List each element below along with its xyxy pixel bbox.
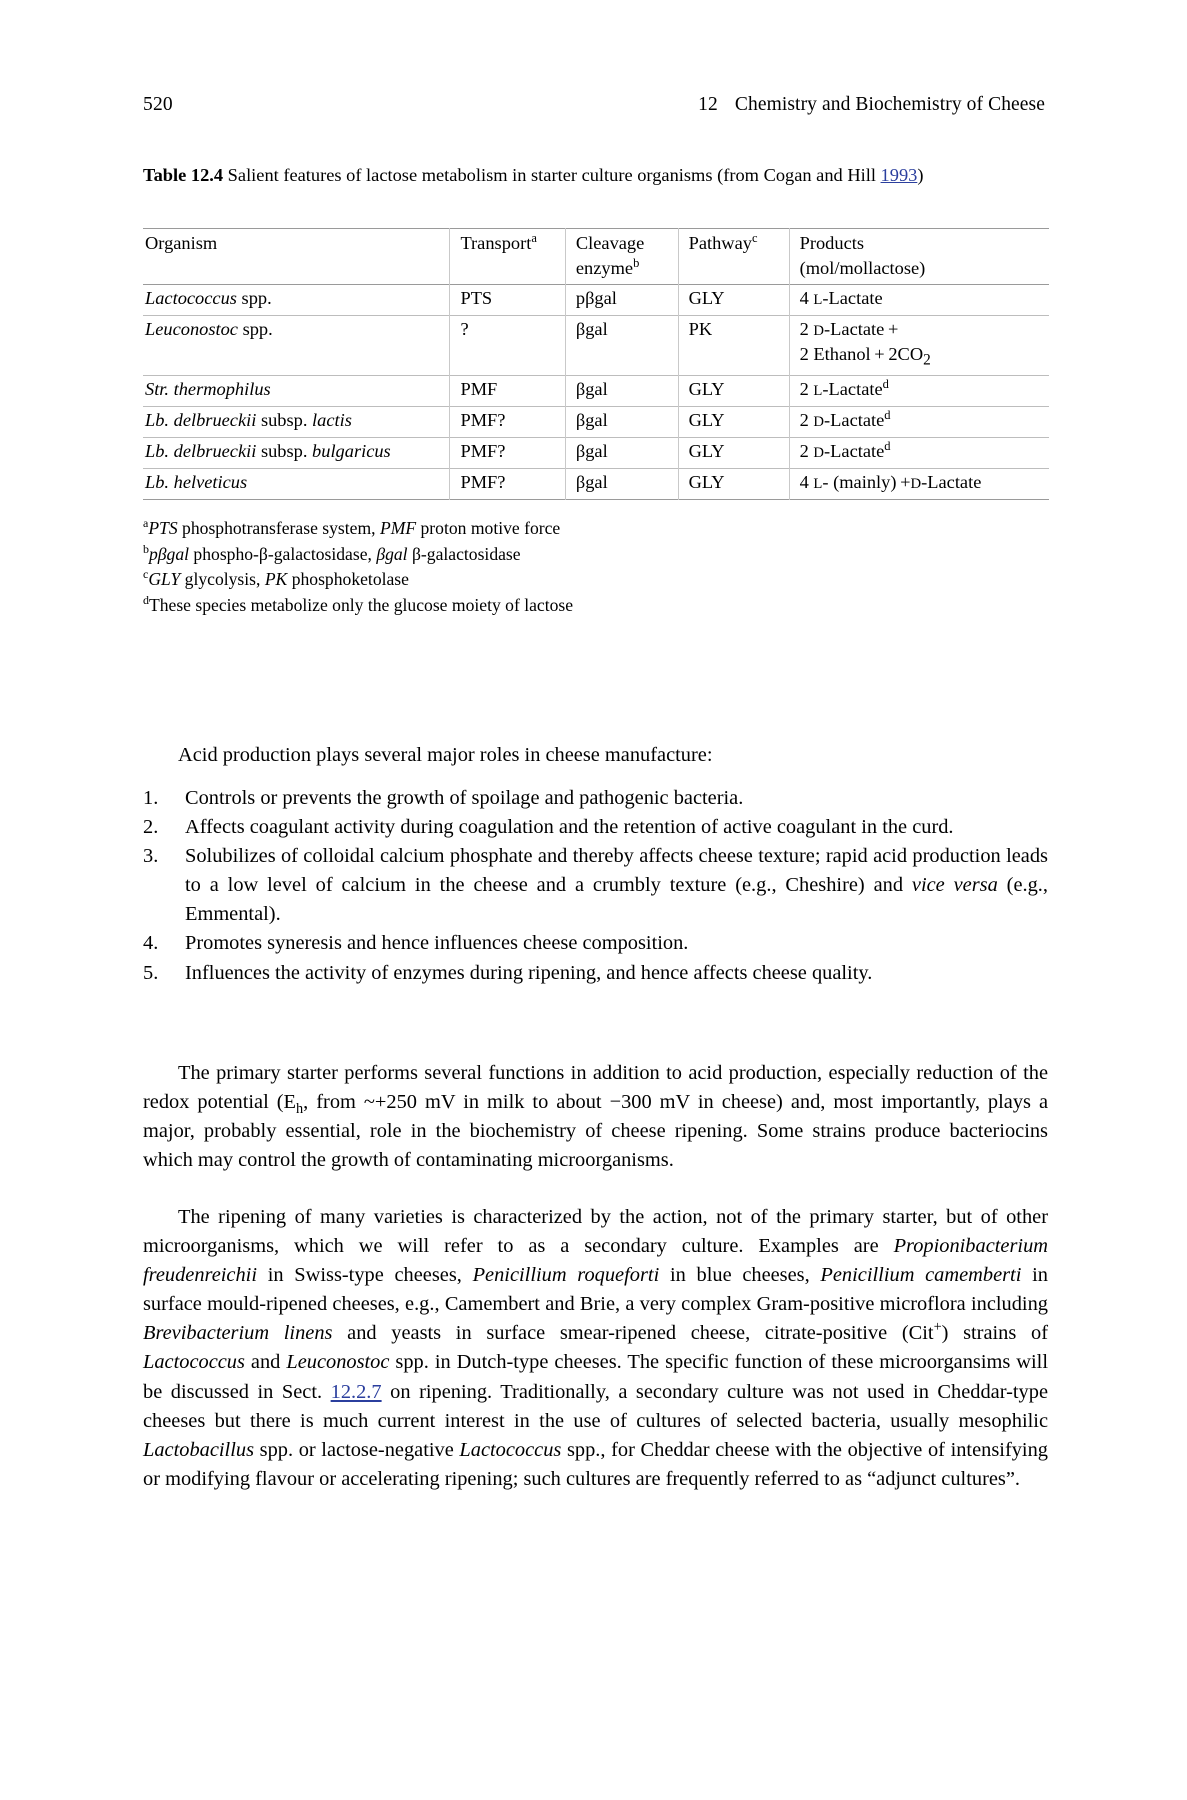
cell-organism [143, 375, 450, 406]
footnote-marker-d: d [143, 592, 149, 607]
cell-cleavage: βgal [565, 468, 678, 499]
running-head [143, 93, 1045, 117]
organism-suffix: subsp. [256, 440, 313, 461]
species-propionibacterium: Propionibacterium freudenreichii [143, 1235, 1048, 1287]
cell-pathway: PK [678, 316, 789, 376]
footnote-c [143, 567, 1048, 593]
col-header-pathway-l2: Pathway [688, 233, 752, 253]
cell-organism [143, 468, 450, 499]
footnote-a-text1: phosphotransferase system, [177, 518, 380, 538]
paragraph-secondary-culture [143, 1203, 1048, 1494]
list-item-text: Affects coagulant activity during coagulation and the retention of active coagulant in the curd. [185, 816, 954, 839]
products-coefficient: 4 [799, 288, 814, 308]
footnote-marker-c: c [143, 567, 149, 582]
species-penicillium-camemberti: Penicillium camemberti [820, 1264, 1022, 1287]
cell-organism [143, 406, 450, 437]
table-footnotes [143, 516, 1048, 618]
para1-seg2: , from ~+250 mV in milk to about −300 mV in cheese) and, most importantly, plays a major, probably essential, role in the biochemistry of cheese ripening. Some strains produce bacteriocins which may control the growth of contaminating microorganisms. [143, 1091, 1049, 1172]
table-header [143, 229, 1049, 285]
list-item-number: 4. [143, 932, 159, 955]
list-item-text: Controls or prevents the growth of spoilage and pathogenic bacteria. [185, 787, 744, 809]
cell-organism [143, 285, 450, 316]
cell-products [789, 406, 1049, 437]
cell-cleavage: pβgal [565, 285, 678, 316]
list-item [143, 784, 1048, 813]
table-12-4 [143, 228, 1049, 500]
organism-genus: Lb. helveticus [145, 471, 248, 492]
chapter-title: Chemistry and Biochemistry of Cheese [734, 94, 1045, 115]
cell-products [789, 468, 1049, 499]
products-line [800, 471, 1049, 496]
organism-subspecies: bulgaricus [312, 440, 391, 461]
para2-seg3: in blue cheeses, [659, 1264, 821, 1287]
cell-pathway: GLY [678, 437, 789, 468]
organism-genus: Lactococcus [145, 288, 237, 308]
col-header-products-l1: Products [799, 233, 864, 253]
list-item [143, 813, 1048, 842]
products-name: -Lactate [822, 378, 883, 399]
para1-seg1: The primary starter performs several functions in addition to acid production, especially reduction of the redox potential (E [143, 1062, 1048, 1114]
table-row [143, 437, 1049, 468]
col-header-transport [450, 229, 565, 285]
list-item-text: Promotes syneresis and hence influences cheese composition. [185, 932, 689, 955]
footnote-b-text1: phospho-β-galactosidase, [189, 543, 377, 564]
page-number: 520 [143, 94, 173, 115]
products-line-2 [800, 343, 1049, 372]
table-caption [143, 163, 1048, 189]
products-line [800, 318, 1049, 343]
list-item [143, 842, 1048, 929]
list-item-number: 3. [143, 845, 159, 868]
products-name: -Lactate [824, 409, 885, 430]
products-coefficient: 2 [799, 378, 814, 399]
footnote-marker-b: b [143, 541, 149, 556]
table-label: Table 12.4 [143, 165, 224, 185]
cell-pathway: GLY [678, 285, 789, 316]
genus-lactococcus-2: Lactococcus [459, 1438, 562, 1461]
products-isomer: D [813, 444, 825, 461]
cell-products [789, 437, 1049, 468]
col-header-cleavage-enzyme [565, 229, 678, 285]
footnote-b-abbr2: βgal [376, 543, 408, 564]
italic-phrase-vice-versa: vice versa [911, 874, 998, 897]
col-header-cleavage-sup: b [633, 255, 640, 270]
col-header-transport-sup: a [531, 230, 537, 245]
footnote-b [143, 542, 1048, 568]
cell-transport: PMF? [450, 406, 565, 437]
products-line [800, 287, 1049, 312]
cell-pathway: GLY [678, 375, 789, 406]
col-header-cleavage-l1: Cleavage [575, 233, 645, 253]
products-isomer: L [813, 292, 823, 308]
products-footnote-marker: d [884, 407, 891, 422]
cell-transport: PMF? [450, 437, 565, 468]
footnote-a-abbr1: PTS [148, 518, 178, 538]
table-caption-text: Salient features of lactose metabolism in starter culture organisms (from Cogan and Hill [227, 165, 881, 185]
col-header-transport-l2: Transport [460, 233, 532, 253]
footnote-c-abbr2: PK [264, 569, 288, 590]
cell-cleavage: βgal [565, 316, 678, 376]
organism-suffix: spp. [237, 319, 273, 339]
products-subscript: 2 [923, 351, 931, 369]
list-item-text: Solubilizes of colloidal calcium phosphate and thereby affects cheese texture; rapid acid production leads to a low level of calcium in the cheese and a crumbly texture (e.g., Cheshire) and vice versa (e.g., Emmental). [185, 845, 1048, 926]
acid-production-roles-list [143, 784, 1048, 988]
para2-seg6: ) strains of [941, 1322, 1048, 1345]
footnote-a-abbr2: PMF [379, 518, 417, 538]
footnote-a [143, 516, 1048, 542]
organism-subspecies: lactis [312, 409, 352, 430]
cell-pathway: GLY [678, 468, 789, 499]
species-penicillium-roqueforti: Penicillium roqueforti [472, 1264, 660, 1287]
col-header-products [789, 229, 1049, 285]
para2-seg9: on ripening. Traditionally, a secondary culture was not used in Cheddar-type cheeses but there is much current interest in the use of cultures of selected bacteria, usually mesophilic [143, 1380, 1049, 1432]
products-footnote-marker: d [884, 438, 891, 453]
products-coefficient: 2 [799, 319, 814, 339]
footnote-c-text1: glycolysis, [180, 569, 265, 590]
cell-organism [143, 437, 450, 468]
footnote-c-abbr1: GLY [148, 569, 181, 590]
genus-lactobacillus: Lactobacillus [143, 1438, 255, 1461]
list-item [143, 959, 1048, 988]
para2-seg10: spp. or lactose-negative [254, 1438, 460, 1461]
products-name: -Lactate [822, 288, 883, 308]
products-coefficient: 2 [799, 409, 814, 430]
products-coefficient: 2 [799, 440, 814, 461]
products-footnote-marker: d [882, 376, 889, 391]
products-line [800, 409, 1049, 434]
chapter-heading [698, 93, 1045, 117]
para1-subscript-h: h [296, 1101, 304, 1118]
footnote-a-text2: proton motive force [416, 518, 561, 538]
para2-seg4: in surface mould-ripened cheeses, e.g., Camembert and Brie, a very complex Gram-positive microflora including [143, 1264, 1048, 1316]
cell-transport: ? [450, 316, 565, 376]
col-header-organism [143, 229, 450, 285]
products-name: - (mainly) + [822, 471, 911, 492]
organism-genus: Lb. delbrueckii [145, 440, 257, 461]
products-second: 2 Ethanol + 2CO [799, 344, 924, 364]
table-row [143, 375, 1049, 406]
lactose-metabolism-table [143, 228, 1049, 500]
table-caption-text-tail: ) [917, 165, 924, 185]
col-header-pathway [678, 229, 789, 285]
list-item-number: 1. [143, 787, 159, 809]
cell-transport: PMF? [450, 468, 565, 499]
products-line [800, 378, 1049, 403]
table-body [143, 285, 1049, 500]
table-row [143, 285, 1049, 316]
col-header-cleavage-l2: enzyme [575, 258, 634, 278]
section-cross-reference-link[interactable]: 12.2.7 [330, 1380, 382, 1403]
cell-cleavage: βgal [565, 406, 678, 437]
products-isomer: L [813, 382, 823, 399]
list-item-text: Influences the activity of enzymes during ripening, and hence affects cheese quality. [185, 961, 873, 984]
products-isomer: D [813, 413, 825, 430]
species-brevibacterium-linens: Brevibacterium linens [143, 1322, 333, 1345]
citation-link-cogan-hill[interactable]: 1993 [880, 165, 918, 185]
para2-seg7: and [244, 1351, 287, 1374]
col-header-pathway-sup: c [751, 230, 758, 245]
para2-seg5: and yeasts in surface smear-ripened cheese, citrate-positive (Cit [332, 1322, 934, 1345]
cell-products [789, 375, 1049, 406]
genus-lactococcus: Lactococcus [143, 1351, 245, 1374]
table-row [143, 316, 1049, 376]
products-name-2: -Lactate [921, 471, 982, 492]
para2-sup-plus: + [933, 1319, 942, 1336]
table-row [143, 468, 1049, 499]
products-name: -Lactate + [824, 319, 899, 339]
col-header-organism-l2: Organism [145, 233, 218, 253]
cell-transport: PTS [450, 285, 565, 316]
genus-leuconostoc: Leuconostoc [286, 1351, 390, 1374]
table-row [143, 406, 1049, 437]
col-header-products-l2: (mol/mollactose) [799, 258, 926, 278]
products-name: -Lactate [824, 440, 885, 461]
products-isomer: L [813, 475, 823, 492]
products-coefficient: 4 [799, 471, 814, 492]
cell-products [789, 285, 1049, 316]
footnote-d-text1: These species metabolize only the glucose moiety of lactose [148, 594, 574, 615]
organism-genus: Str. thermophilus [145, 378, 271, 399]
intro-paragraph: Acid production plays several major roles in cheese manufacture: [178, 744, 713, 766]
cell-organism [143, 316, 450, 376]
cell-pathway: GLY [678, 406, 789, 437]
products-isomer-2: D [910, 475, 922, 492]
para2-seg2: in Swiss-type cheeses, [257, 1264, 473, 1287]
cell-cleavage: βgal [565, 437, 678, 468]
footnote-marker-a: a [143, 516, 149, 531]
para2-seg1: The ripening of many varieties is characterized by the action, not of the primary starter, but of other microorganisms, which we will refer to as a secondary culture. Examples are [143, 1206, 1048, 1258]
products-isomer: D [813, 323, 825, 339]
list-item-number: 5. [143, 961, 159, 984]
organism-genus: Leuconostoc [145, 319, 238, 339]
cell-products [789, 316, 1049, 376]
cell-transport: PMF [450, 375, 565, 406]
footnote-c-text2: phosphoketolase [287, 569, 409, 590]
list-item [143, 929, 1048, 958]
organism-suffix: spp. [236, 288, 272, 308]
paragraph-primary-starter [143, 1059, 1048, 1175]
footnote-b-abbr1: pβgal [148, 543, 190, 564]
products-line [800, 440, 1049, 465]
list-item-number: 2. [143, 816, 159, 839]
para2-seg8: spp. in Dutch-type cheeses. The specific function of these microorgansims will be discussed in Sect. [143, 1351, 1048, 1403]
organism-genus: Lb. delbrueckii [145, 409, 257, 430]
footnote-b-text2: β-galactosidase [407, 543, 521, 564]
chapter-number: 12 [698, 94, 718, 115]
table-header-row [143, 229, 1049, 285]
cell-cleavage: βgal [565, 375, 678, 406]
footnote-d [143, 593, 1048, 619]
organism-suffix: subsp. [256, 409, 313, 430]
para2-seg11: spp., for Cheddar cheese with the objective of intensifying or modifying flavour or accelerating ripening; such cultures are frequently referred to as “adjunct cultures”. [143, 1438, 1048, 1490]
